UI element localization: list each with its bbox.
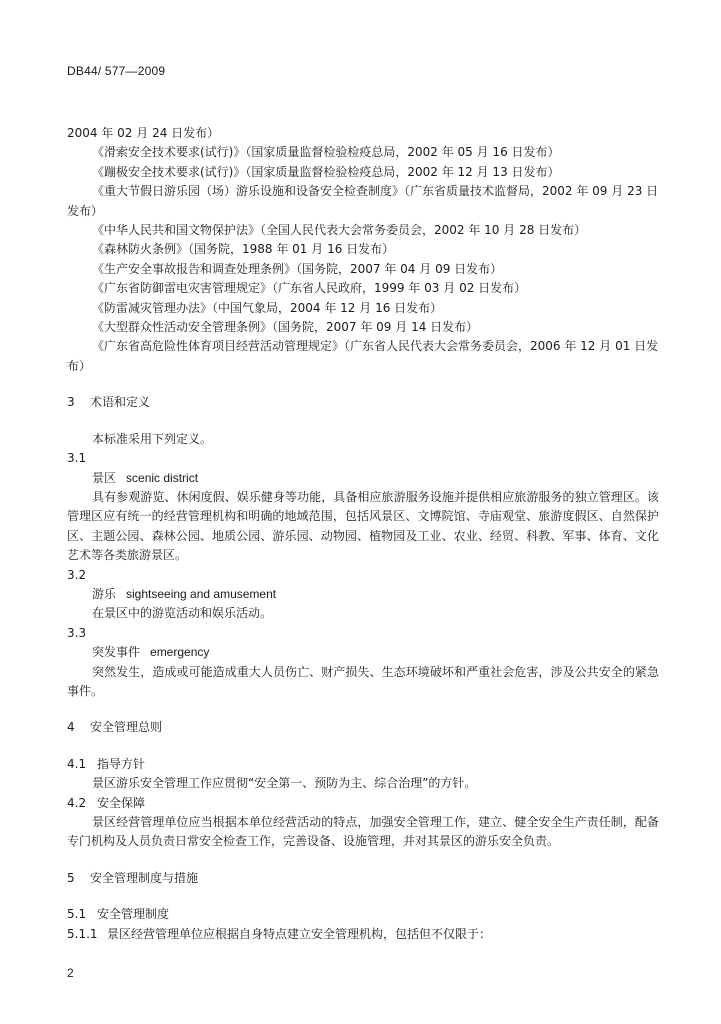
section-title: 安全管理制度与措施 xyxy=(90,870,199,885)
clause-number: 5.1.1 xyxy=(67,926,98,941)
clause xyxy=(67,925,659,944)
standard-code: DB44/ 577—2009 xyxy=(67,64,166,78)
clause-text: 景区经营管理单位应根据自身特点建立安全管理机构，包括但不仅限于： xyxy=(107,926,492,941)
subsection-number: 4.1 xyxy=(67,756,87,771)
page-number: 2 xyxy=(67,966,74,980)
term-definition: 在景区中的游览活动和娱乐活动。 xyxy=(92,606,273,621)
reference-item: 《中华人民共和国文物保护法》（全国人民代表大会常务委员会，2002 年 10 月 28 日发布） xyxy=(92,223,587,238)
term-en: sightseeing and amusement xyxy=(126,586,277,601)
reference-continuation: 2004 年 02 月 24 日发布） xyxy=(67,126,220,140)
reference-item: 《蹦极安全技术要求(试行)》（国家质量监督检验检疫总局，2002 年 12 月 13 日发布） xyxy=(92,164,560,179)
reference-item: 《生产安全事故报告和调查处理条例》（国务院，2007 年 04 月 09 日发布） xyxy=(92,261,503,276)
section-heading xyxy=(67,869,659,888)
reference-item: 《广东省高危险性体育项目经营活动管理规定》（广东省人民代表大会常务委员会，2006 年 12 月 01 日发布） xyxy=(67,339,659,373)
section-title: 术语和定义 xyxy=(90,395,151,410)
section-heading xyxy=(67,718,659,737)
term-cn: 游乐 xyxy=(92,586,117,601)
section-heading xyxy=(67,393,659,412)
reference-item: 《森林防火条例》（国务院，1988 年 01 月 16 日发布） xyxy=(92,242,395,257)
term-en: emergency xyxy=(150,645,210,660)
subsection-number: 4.2 xyxy=(67,795,87,810)
term-en: scenic district xyxy=(126,470,199,485)
term-number: 3.2 xyxy=(67,567,87,582)
section-number: 4 xyxy=(67,720,75,735)
term-title xyxy=(67,585,659,604)
term-title xyxy=(67,469,659,488)
page-content xyxy=(67,124,659,944)
subsection-title: 指导方针 xyxy=(97,756,146,771)
section-number: 5 xyxy=(67,870,75,885)
subsection-heading xyxy=(67,755,659,774)
term-number: 3.1 xyxy=(67,451,87,466)
reference-list xyxy=(67,124,659,376)
reference-item: 《大型群众性活动安全管理条例》（国务院，2007 年 09 月 14 日发布） xyxy=(92,320,479,335)
reference-item: 《滑索安全技术要求(试行)》（国家质量监督检验检疫总局，2002 年 05 月 16 日发布） xyxy=(92,145,560,160)
subsection-number: 5.1 xyxy=(67,907,87,922)
paragraph: 景区游乐安全管理工作应贯彻“安全第一、预防为主、综合治理”的方针。 xyxy=(92,776,477,791)
paragraph: 本标准采用下列定义。 xyxy=(92,431,213,446)
section-number: 3 xyxy=(67,395,75,410)
term-title xyxy=(67,643,659,662)
term-cn: 景区 xyxy=(92,470,117,485)
subsection-title: 安全保障 xyxy=(97,795,146,810)
subsection-heading xyxy=(67,905,659,924)
reference-item: 《防雷减灾管理办法》（中国气象局，2004 年 12 月 16 日发布） xyxy=(92,300,443,315)
term-definition: 具有参观游览、休闲度假、娱乐健身等功能，具备相应旅游服务设施并提供相应旅游服务的独立管理区。该管理区应有统一的经营管理机构和明确的地域范围，包括风景区、文博院馆、寺庙观堂、旅游度假区、自然保护区、主题公园、森林公园、地质公园、游乐园、动物园、植物园及工业、农业、经贸、科教、军事、体育、文化艺术等各类旅游景区。 xyxy=(67,489,659,563)
term-number: 3.3 xyxy=(67,625,87,640)
section-title: 安全管理总则 xyxy=(90,720,163,735)
reference-item: 《重大节假日游乐园（场）游乐设施和设备安全检查制度》（广东省质量技术监督局，2002 年 09 月 23 日发布） xyxy=(67,184,659,218)
paragraph: 景区经营管理单位应当根据本单位经营活动的特点，加强安全管理工作，建立、健全安全生产责任制，配备专门机构及人员负责日常安全检查工作，完善设备、设施管理，并对其景区的游乐安全负责。 xyxy=(67,815,659,849)
subsection-title: 安全管理制度 xyxy=(97,907,170,922)
subsection-heading xyxy=(67,794,659,813)
term-definition: 突然发生，造成或可能造成重大人员伤亡、财产损失、生态环境破坏和严重社会危害，涉及公共安全的紧急事件。 xyxy=(67,664,659,698)
reference-item: 《广东省防御雷电灾害管理规定》（广东省人民政府，1999 年 03 月 02 日发布） xyxy=(92,281,527,296)
term-cn: 突发事件 xyxy=(92,645,141,660)
